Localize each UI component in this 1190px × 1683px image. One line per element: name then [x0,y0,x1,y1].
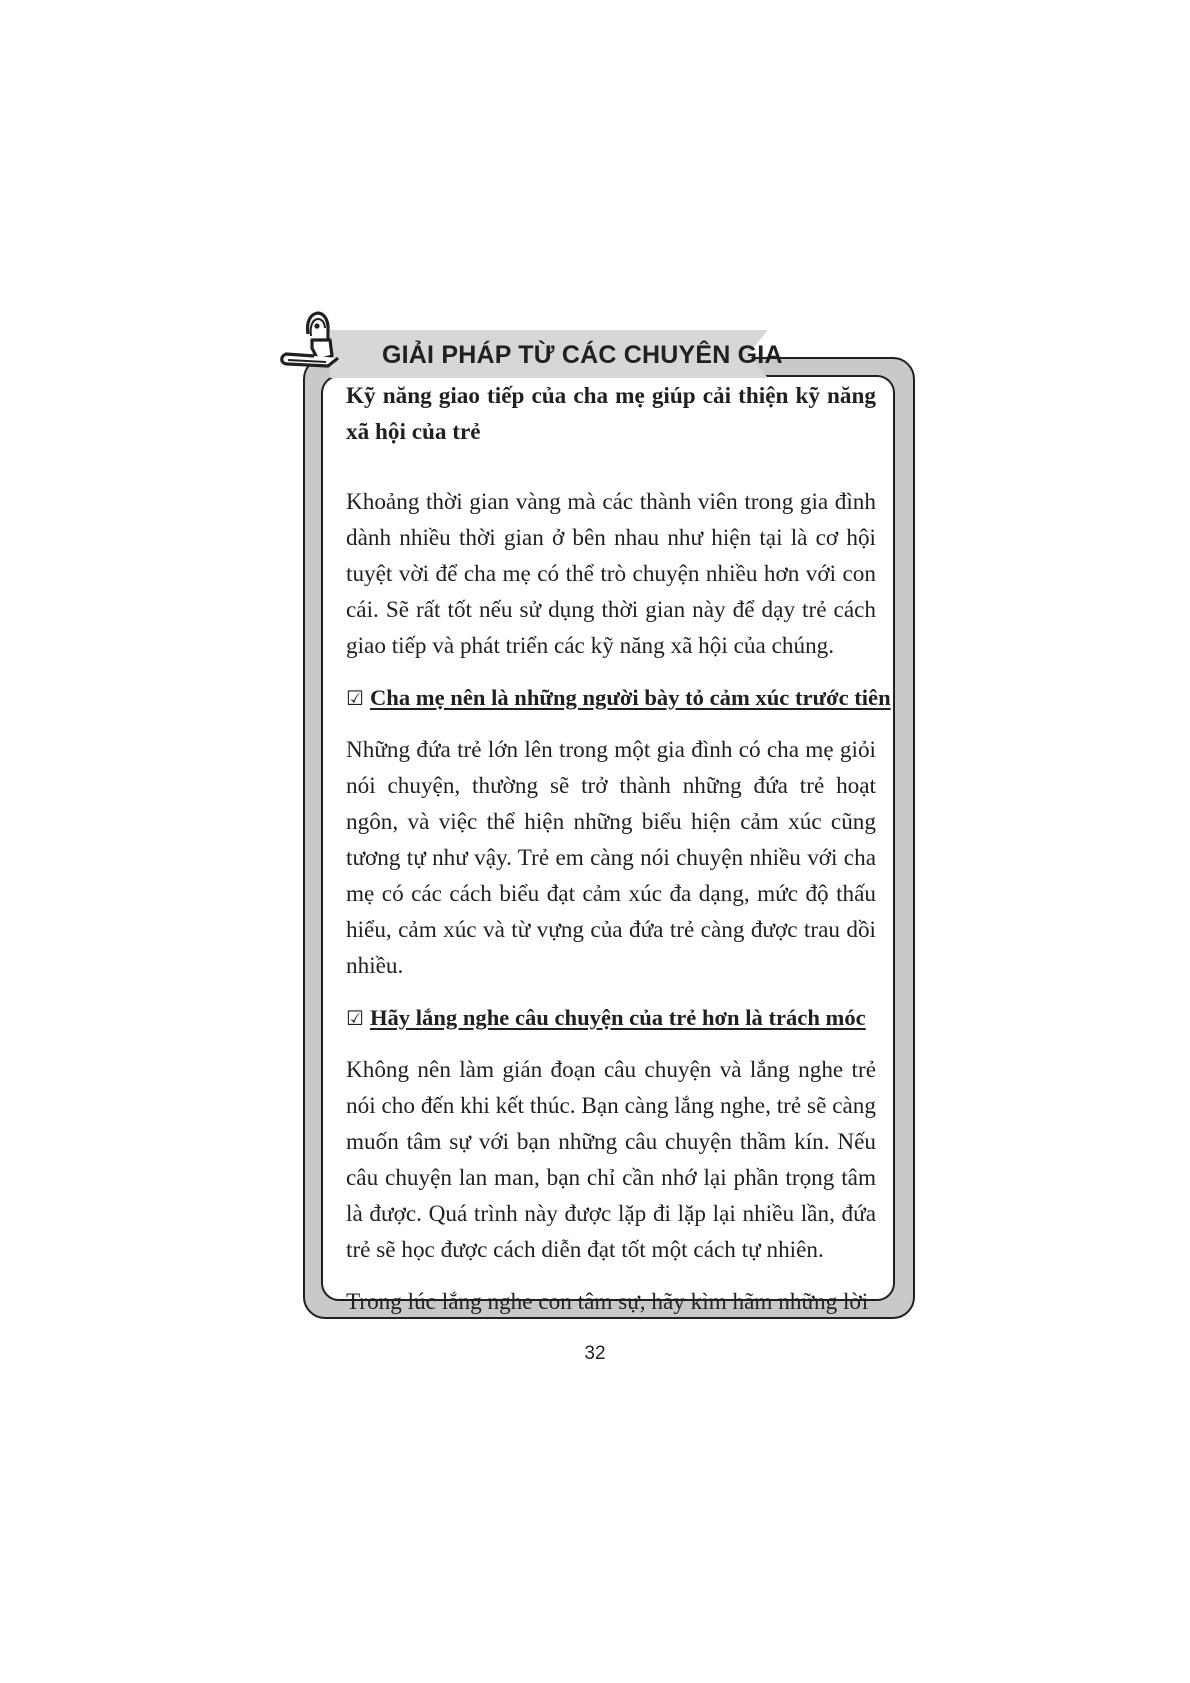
article-heading: Kỹ năng giao tiếp của cha mẹ giúp cải thiện kỹ năng xã hội của trẻ [346,383,876,445]
trailing-paragraph: Trong lúc lắng nghe con tâm sự, hãy kìm hãm những lời [346,1289,869,1315]
checkbox-icon: ☑ [346,1006,364,1030]
tip-2-title-text: Hãy lắng nghe câu chuyện của trẻ hơn là trách móc [369,1005,866,1030]
article-content [346,378,891,1320]
tip-1-body: Những đứa trẻ lớn lên trong một gia đình có cha mẹ giỏi nói chuyện, thường sẽ trở thành những đứa trẻ hoạt ngôn, và việc thể hiện những biểu hiện cảm xúc cũng tương tự như vậy. Trẻ em càng nói chuyện nhiều với cha mẹ có các cách biểu đạt cảm xúc đa dạng, mức độ thấu hiểu, cảm xúc và từ vựng của đứa trẻ càng được trau dồi nhiều. [346,737,876,979]
page-number: 32 [584,1343,606,1364]
tip-2-body: Không nên làm gián đoạn câu chuyện và lắng nghe trẻ nói cho đến khi kết thúc. Bạn càng lắng nghe, trẻ sẽ càng muốn tâm sự với bạn những câu chuyện thầm kín. Nếu câu chuyện lan man, bạn chỉ cần nhớ lại phần trọng tâm là được. Quá trình này được lặp đi lặp lại nhiều lần, đứa trẻ sẽ học được cách diễn đạt tốt một cách tự nhiên. [346,1057,876,1263]
tip-1-title [346,680,891,716]
intro-paragraph: Khoảng thời gian vàng mà các thành viên trong gia đình dành nhiều thời gian ở bên nhau như hiện tại là cơ hội tuyệt vời để cha mẹ có thể trò chuyện nhiều hơn với con cái. Sẽ rất tốt nếu sử dụng thời gian này để dạy trẻ cách giao tiếp và phát triển các kỹ năng xã hội của chúng. [346,489,876,659]
tip-2-title [346,1000,876,1036]
tip-1-title-text: Cha mẹ nên là những người bày tỏ cảm xúc trước tiên [369,685,891,710]
checkbox-icon: ☑ [346,686,364,710]
banner-title: GIẢI PHÁP TỪ CÁC CHUYÊN GIA [382,341,783,369]
clip-icon [278,300,378,390]
